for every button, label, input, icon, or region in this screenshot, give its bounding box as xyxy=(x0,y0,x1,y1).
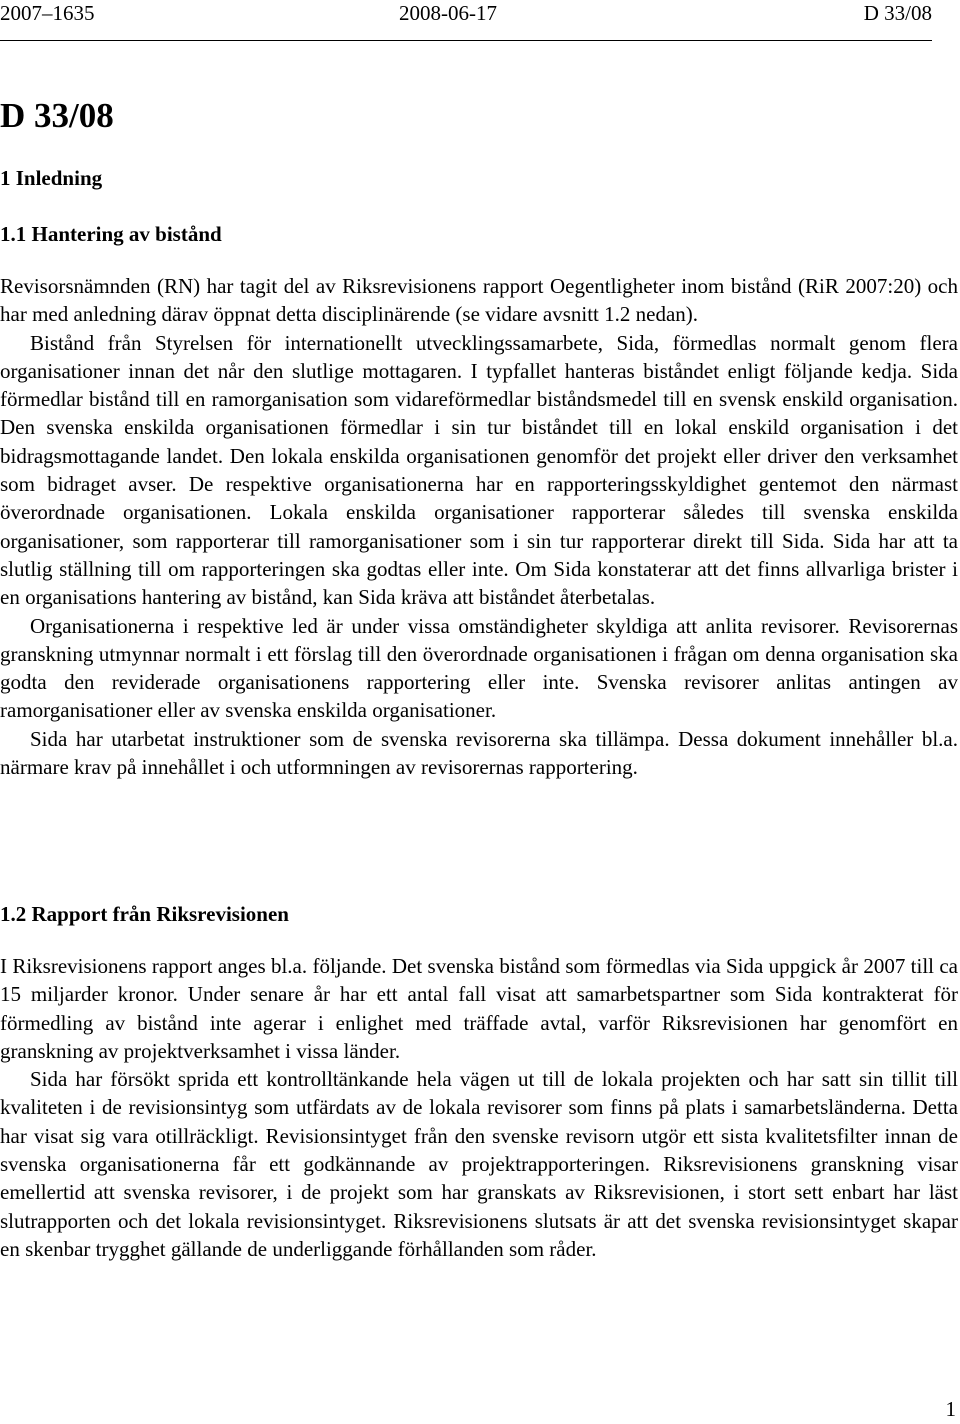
section-rapport-fran-riksrevisionen xyxy=(0,900,958,1263)
heading-inledning: 1 Inledning xyxy=(0,166,103,190)
page-number: 1 xyxy=(945,1397,956,1421)
heading-hantering-av-bistand: 1.1 Hantering av bistånd xyxy=(0,222,222,246)
header-case-id: D 33/08 xyxy=(863,1,932,25)
header-date: 2008-06-17 xyxy=(399,1,497,25)
document-body xyxy=(0,96,958,781)
paragraph: Organisationerna i respektive led är under vissa omständigheter skyldiga att anlita revisorer. Revisorernas granskning utmynnar normalt i ett förslag till den överordnade organisationen i frågan om denna organisation ska godta den reviderade organisationens rapportering eller inte. Svenska revisorer anlitas antingen av ramorganisationer eller av svenska enskilda organisationer. xyxy=(0,613,958,723)
header-doc-number: 2007–1635 xyxy=(0,1,95,25)
paragraph: Revisorsnämnden (RN) har tagit del av Riksrevisionens rapport Oegentligheter inom bistånd (RiR 2007:20) och har med anledning därav öppnat detta disciplinärende (se vidare avsnitt 1.2 nedan). xyxy=(0,274,958,327)
paragraph: Bistånd från Styrelsen för internationellt utvecklingssamarbete, Sida, förmedlas normalt genom flera organisationer innan det når den slutlige mottagaren. I typfallet hanteras biståndet enligt följande kedja. Sida förmedlar bistånd till en ramorganisation som vidareförmedlar biståndsmedel till en svensk enskild organisation. Den svenska enskilda organisationen förmedlar i sin tur biståndet till en lokal enskild organisation i det bidragsmottagande landet. Den lokala enskilda organisationen genomför det projekt eller driver den verksamhet som bidraget avser. De respektive organisationerna har en rapporteringsskyldighet gentemot den närmast överordnade organisationen. Lokala enskilda organisationer rapporterar således till svenska enskilda organisationer, som rapporterar till ramorganisationer som i sin tur rapporterar direkt till Sida. Sida har att ta slutlig ställning till om rapporteringen ska godtas eller inte. Om Sida konstaterar att det finns allvarliga brister i en organisations hantering av bistånd, kan Sida kräva att biståndet återbetalas. xyxy=(0,330,958,610)
heading-rapport-fran-riksrevisionen: 1.2 Rapport från Riksrevisionen xyxy=(0,902,289,926)
paragraph: I Riksrevisionens rapport anges bl.a. följande. Det svenska bistånd som förmedlas via Sida uppgick år 2007 till ca 15 miljarder kronor. Under senare år har ett antal fall visat att samarbetspartner som Sida kontrakterat för förmedling av bistånd inte agerar i enlighet med träffade avtal, varför Riksrevisionen har genomfört en granskning av projektverksamhet i vissa länder. xyxy=(0,954,958,1063)
running-header xyxy=(0,0,932,41)
paragraph: Sida har utarbetat instruktioner som de svenska revisorerna ska tillämpa. Dessa dokument innehåller bl.a. närmare krav på innehållet i och utformningen av revisorernas rapportering. xyxy=(0,726,958,780)
document-title: D 33/08 xyxy=(0,96,114,135)
paragraph: Sida har försökt sprida ett kontrolltänkande hela vägen ut till de lokala projekten och har satt sin tillit till kvaliteten i de revisionsintyg som utfärdats av de lokala revisorer som finns på plats i samarbetsländerna. Detta har visat sig vara otillräckligt. Revisionsintyget från den svenske revisorn utgör ett sista kvalitetsfilter innan de svenska organisationerna får ett godkännande av projektrapporteringen. Riksrevisionens granskning visar emellertid att svenska revisorer, i de projekt som har granskats av Riksrevisionen, i stort sett enbart har läst slutrapporten och det lokala revisionsintyget. Riksrevisionens slutsats är att det svenska revisionsintyget skapar en skenbar trygghet gällande de underliggande förhållanden som råder. xyxy=(0,1067,958,1261)
